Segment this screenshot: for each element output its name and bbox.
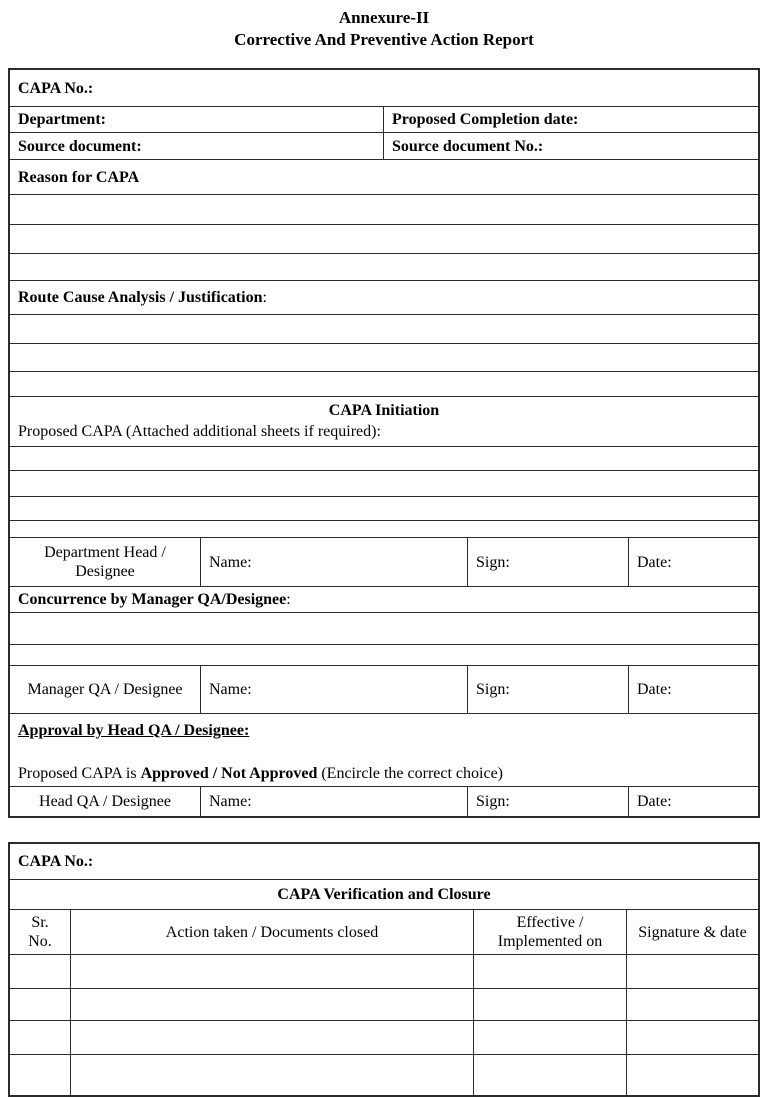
effective-cell [473, 1021, 626, 1054]
capa-no-label: CAPA No.: [18, 79, 94, 97]
action-taken-header: Action taken / Documents closed [70, 910, 473, 954]
effective-cell [473, 1055, 626, 1095]
effective-cell [473, 955, 626, 988]
action-taken-cell [70, 955, 473, 988]
approval-section-row [10, 714, 758, 787]
write-line-row [10, 195, 758, 225]
action-taken-cell [70, 1021, 473, 1054]
signature-date-header: Signature & date [626, 910, 758, 954]
sr-no-cell [10, 1055, 70, 1095]
department-head-signature-row [10, 538, 758, 587]
manager-qa-label: Manager QA / Designee [27, 681, 183, 698]
capa-no-label: CAPA No.: [18, 853, 94, 870]
write-line-row [10, 315, 758, 344]
capa-verification-table [8, 842, 760, 1097]
write-line-row [10, 344, 758, 372]
department-head-label: Department Head / Designee [44, 544, 166, 580]
write-line-row [10, 471, 758, 497]
head-qa-label: Head QA / Designee [39, 793, 171, 810]
effective-header: Effective / Implemented on [473, 910, 626, 954]
approval-cell [10, 714, 758, 786]
approval-heading: Approval by Head QA / Designee: [18, 722, 250, 739]
report-title: Corrective And Preventive Action Report [234, 30, 534, 49]
name-field: Name: [200, 787, 467, 816]
source-document-no-label: Source document No.: [383, 133, 758, 159]
verification-empty-row [10, 989, 758, 1021]
sr-no-header: Sr. No. [28, 914, 52, 950]
concurrence-label: Concurrence by Manager QA/Designee : [18, 591, 291, 608]
sign-field: Sign: [467, 666, 628, 713]
signature-cell [626, 1021, 758, 1054]
capa-initiation-row [10, 397, 758, 447]
verification-empty-row [10, 1021, 758, 1055]
reason-label: Reason for CAPA [18, 168, 140, 186]
route-cause-row [10, 281, 758, 315]
proposed-completion-label: Proposed Completion date: [383, 107, 758, 132]
verification-empty-row [10, 955, 758, 989]
capa-report-table [8, 68, 760, 818]
route-cause-label: Route Cause Analysis / Justification : [18, 289, 267, 306]
manager-qa-signature-row [10, 666, 758, 714]
annexure-title: Annexure-II [338, 8, 430, 27]
approval-sentence: Proposed CAPA is Approved / Not Approved (Encircle the correct choice) [18, 765, 503, 782]
sign-field: Sign: [467, 787, 628, 816]
document-header [0, 0, 768, 51]
action-taken-cell [70, 1055, 473, 1095]
signature-cell [626, 1055, 758, 1095]
name-field: Name: [200, 666, 467, 713]
date-field: Date: [628, 538, 758, 586]
head-qa-signature-row [10, 787, 758, 816]
department-label: Department: [18, 111, 106, 128]
verification-title: CAPA Verification and Closure [277, 886, 491, 903]
write-line-row [10, 521, 758, 538]
name-field: Name: [200, 538, 467, 586]
write-line-row [10, 254, 758, 281]
sr-no-cell [10, 955, 70, 988]
effective-cell [473, 989, 626, 1020]
date-field: Date: [628, 666, 758, 713]
capa-no-row [10, 844, 758, 880]
write-line-row [10, 225, 758, 254]
reason-row [10, 160, 758, 195]
concurrence-row [10, 587, 758, 613]
signature-cell [626, 989, 758, 1020]
date-field: Date: [628, 787, 758, 816]
department-row [10, 107, 758, 133]
write-line-row [10, 613, 758, 645]
verification-empty-row [10, 1055, 758, 1095]
write-line-row [10, 447, 758, 471]
capa-no-row [10, 70, 758, 107]
action-taken-cell [70, 989, 473, 1020]
sign-field: Sign: [467, 538, 628, 586]
write-line-row [10, 645, 758, 666]
write-line-row [10, 372, 758, 397]
sr-no-cell [10, 989, 70, 1020]
capa-initiation-cell [10, 397, 758, 446]
write-line-row [10, 497, 758, 521]
proposed-capa-label: Proposed CAPA (Attached additional sheets if required): [18, 423, 381, 440]
verification-header-row [10, 910, 758, 955]
verification-title-row [10, 880, 758, 910]
signature-cell [626, 955, 758, 988]
sr-no-cell [10, 1021, 70, 1054]
capa-initiation-title: CAPA Initiation [328, 402, 440, 419]
source-document-row [10, 133, 758, 160]
source-document-label: Source document: [18, 137, 142, 155]
